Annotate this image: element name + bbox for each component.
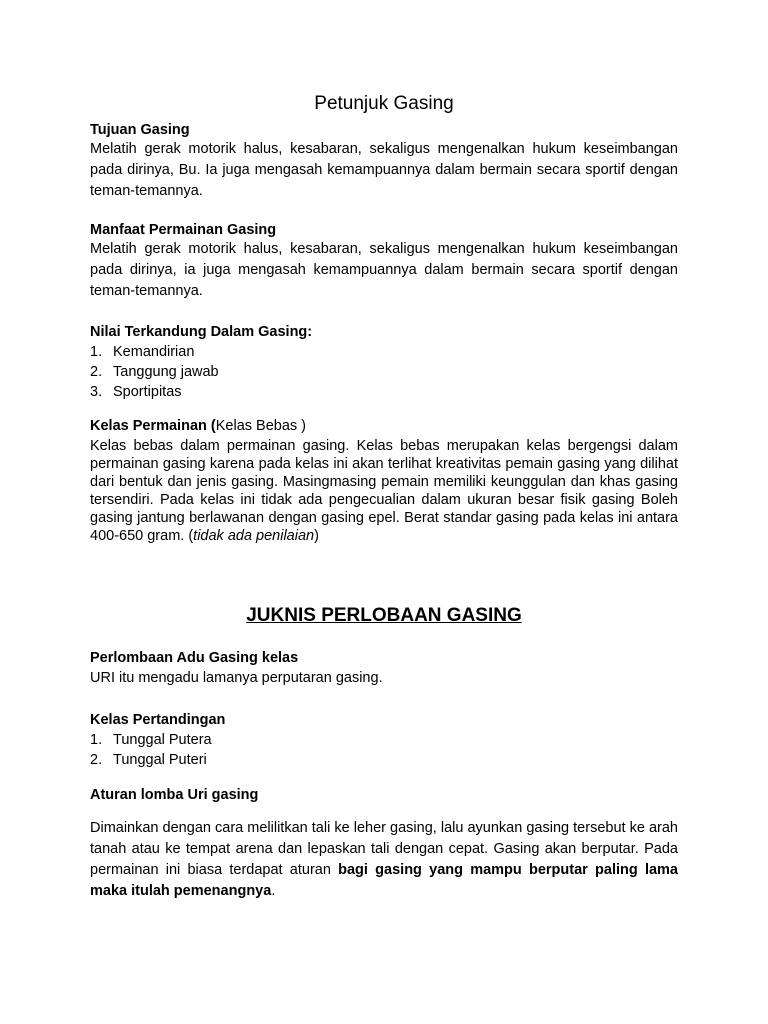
aturan-heading: Aturan lomba Uri gasing <box>90 787 259 803</box>
tujuan-paragraph: Melatih gerak motorik halus, kesabaran, sekaligus mengenalkan hukum keseimbangan pada dirinya, Bu. Ia juga mengasah kemampuannya dalam bermain secara sportif dengan teman-temannya. <box>90 141 678 199</box>
list-item: 2. Tanggung jawab <box>90 364 219 380</box>
kelas-permainan-heading: Kelas Permainan (Kelas Bebas ) <box>90 418 307 434</box>
nilai-list <box>90 342 678 402</box>
page-title: Petunjuk Gasing <box>314 93 454 114</box>
kelas-pertandingan-heading: Kelas Pertandingan <box>90 712 226 728</box>
kelas-bebas-paragraph: Kelas bebas dalam permainan gasing. Kelas bebas merupakan kelas bergengsi dalam permainan gasing karena pada kelas ini akan terlihat kreativitas pemain gasing yang dilihat dari bentuk dan jenis gasing. Masingmasing pemain memiliki keunggulan dan khas gasing tersendiri. Pada kelas ini tidak ada pengecualian dalam ukuran besar fisik gasing Boleh gasing jantung berlawanan dengan gasing epel. Berat standar gasing pada kelas ini antara 400-650 gram. (tidak ada penilaian) <box>90 438 678 544</box>
manfaat-paragraph: Melatih gerak motorik halus, kesabaran, sekaligus mengenalkan hukum keseimbangan pada dirinya, ia juga mengasah kemampuannya dalam bermain secara sportif dengan teman-temannya. <box>90 241 678 299</box>
manfaat-heading: Manfaat Permainan Gasing <box>90 222 277 238</box>
kelas-pertandingan-list <box>90 730 678 770</box>
nilai-heading: Nilai Terkandung Dalam Gasing: <box>90 324 313 340</box>
tujuan-heading: Tujuan Gasing <box>90 122 190 138</box>
list-item: 1. Kemandirian <box>90 344 195 360</box>
perlombaan-heading: Perlombaan Adu Gasing kelas <box>90 650 299 666</box>
aturan-paragraph: Dimainkan dengan cara melilitkan tali ke leher gasing, lalu ayunkan gasing tersebut ke arah tanah atau ke tempat arena dan lepaskan tali dengan cepat. Gasing akan berputar. Pada permainan ini biasa terdapat aturan bagi gasing yang mampu berputar paling lama maka itulah pemenangnya. <box>90 820 678 899</box>
list-item: 3. Sportipitas <box>90 384 182 400</box>
list-item: 1. Tunggal Putera <box>90 732 212 748</box>
juknis-title: JUKNIS PERLOBAAN GASING <box>246 605 522 626</box>
list-item: 2. Tunggal Puteri <box>90 752 207 768</box>
perlombaan-paragraph: URI itu mengadu lamanya perputaran gasing. <box>90 670 383 686</box>
